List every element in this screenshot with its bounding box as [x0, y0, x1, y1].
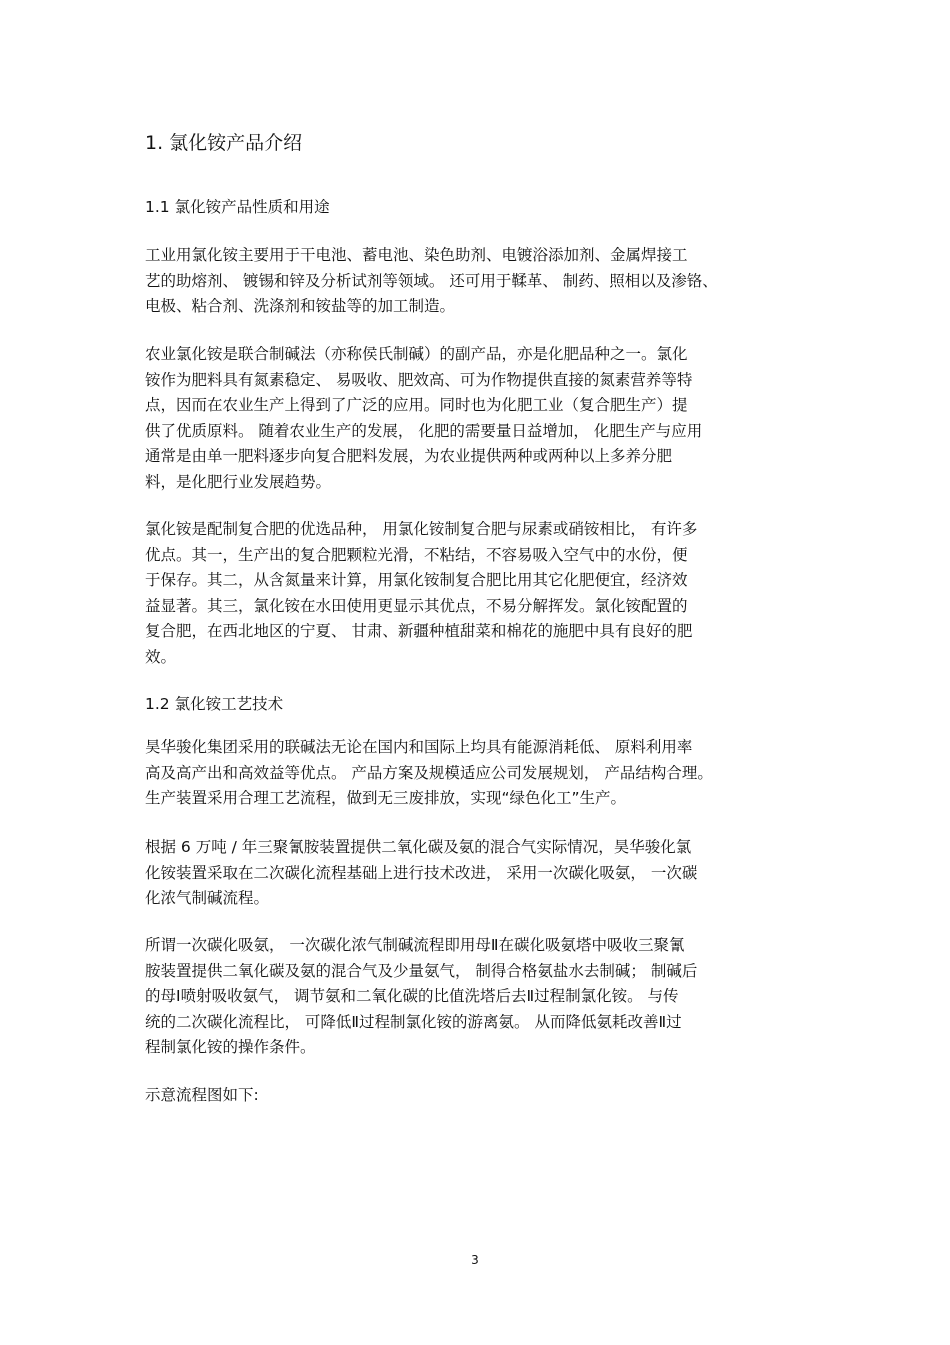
- text-line: 程制氯化铵的操作条件。: [145, 1038, 316, 1057]
- text-line: 化铵装置采取在二次碳化流程基础上进行技术改进， 采用一次碳化吸氨， 一次碳: [145, 863, 698, 882]
- text-line: 工业用氯化铵主要用于干电池、蓄电池、染色助剂、电镀浴添加剂、金属焊接工: [145, 246, 688, 264]
- text-line: 供了优质原料。 随着农业生产的发展， 化肥的需要量日益增加， 化肥生产与应用: [145, 421, 703, 440]
- paragraph-compound-fertilizer: [145, 517, 810, 671]
- paragraph-agricultural-use: [145, 342, 810, 496]
- text-line: 点，因而在农业生产上得到了广泛的应用。同时也为化肥工业（复合肥生产）提: [145, 396, 688, 415]
- text-line: 优点。其一，生产出的复合肥颗粒光滑，不粘结，不容易吸入空气中的水份，便: [145, 545, 688, 564]
- text-line: 根据 6 万吨 / 年三聚氰胺装置提供二氧化碳及氨的混合气实际情况，昊华骏化氯: [145, 838, 692, 856]
- text-line: 通常是由单一肥料逐步向复合肥料发展，为农业提供两种或两种以上多养分肥: [145, 447, 673, 466]
- text-line: 电极、粘合剂、洗涤剂和铵盐等的加工制造。: [145, 297, 456, 316]
- text-line: 艺的助熔剂、 镀锡和锌及分析试剂等领域。 还可用于鞣革、 制药、照相以及渗铬、: [145, 271, 718, 290]
- text-line: 农业氯化铵是联合制碱法（亦称侯氏制碱）的副产品，亦是化肥品种之一。氯化: [145, 345, 688, 363]
- text-line: 化浓气制碱流程。: [145, 889, 270, 908]
- text-line: 统的二次碳化流程比， 可降低Ⅱ过程制氯化铵的游离氨。 从而降低氨耗改善Ⅱ过: [145, 1012, 682, 1031]
- text-line: 示意流程图如下:: [145, 1086, 259, 1104]
- section-1-1-heading: 1.1 氯化铵产品性质和用途: [145, 198, 330, 216]
- text-line: 效。: [145, 647, 177, 666]
- text-line: 所谓一次碳化吸氨， 一次碳化浓气制碱流程即用母Ⅱ在碳化吸氨塔中吸收三聚氰: [145, 936, 685, 954]
- text-line: 料，是化肥行业发展趋势。: [145, 472, 332, 491]
- section-1-2-heading: 1.2 氯化铵工艺技术: [145, 695, 284, 713]
- paragraph-flowchart-intro: [145, 1083, 810, 1109]
- text-line: 氯化铵是配制复合肥的优选品种， 用氯化铵制复合肥与尿素或硝铵相比， 有许多: [145, 520, 698, 538]
- section-1-heading: 1. 氯化铵产品介绍: [145, 132, 303, 154]
- text-line: 生产装置采用合理工艺流程，做到无三废排放，实现“绿色化工”生产。: [145, 789, 627, 808]
- page-number: 3: [471, 1253, 479, 1267]
- text-line: 高及高产出和高效益等优点。 产品方案及规模适应公司发展规划， 产品结构合理。: [145, 763, 713, 782]
- text-line: 铵作为肥料具有氮素稳定、 易吸收、肥效高、可为作物提供直接的氮素营养等特: [145, 370, 693, 389]
- text-line: 的母Ⅰ喷射吸收氨气， 调节氨和二氧化碳的比值洗塔后去Ⅱ过程制氯化铵。 与传: [145, 987, 679, 1006]
- text-line: 于保存。其二，从含氮量来计算，用氯化铵制复合肥比用其它化肥便宜，经济效: [145, 571, 688, 590]
- text-line: 复合肥，在西北地区的宁夏、 甘肃、新疆种植甜菜和棉花的施肥中具有良好的肥: [145, 622, 693, 641]
- text-line: 昊华骏化集团采用的联碱法无论在国内和国际上均具有能源消耗低、 原料利用率: [145, 738, 693, 756]
- paragraph-technical-improvement: [145, 835, 810, 912]
- text-line: 益显著。其三，氯化铵在水田使用更显示其优点，不易分解挥发。氯化铵配置的: [145, 596, 688, 615]
- text-line: 胺装置提供二氧化碳及氨的混合气及少量氨气， 制得合格氨盐水去制碱； 制碱后: [145, 961, 698, 980]
- paragraph-company-process: [145, 735, 810, 812]
- paragraph-industrial-use: [145, 243, 810, 320]
- paragraph-carbonization-process: [145, 933, 810, 1061]
